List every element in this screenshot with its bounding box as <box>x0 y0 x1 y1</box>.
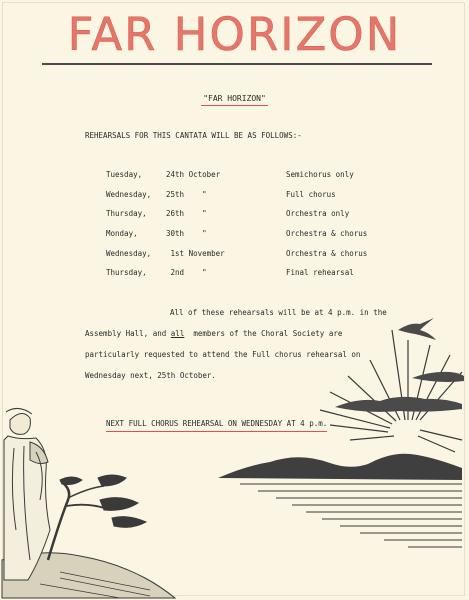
schedule-note: Orchestra & chorus <box>286 248 368 258</box>
schedule-date: 2nd " <box>166 268 207 278</box>
schedule-date: 25th " <box>166 189 207 199</box>
notice-line: particularly requested to attend the Full chorus rehearsal on <box>85 350 361 359</box>
masthead-title: FAR HORIZON <box>67 8 402 61</box>
schedule-date: 1st November <box>166 248 225 258</box>
schedule-date: 26th " <box>166 209 207 219</box>
cantata-title-text: "FAR HORIZON" <box>201 94 268 106</box>
schedule-note: Final rehearsal <box>286 268 354 278</box>
schedule-note: Semichorus only <box>286 170 354 180</box>
schedule-day: Wednesday, <box>106 248 152 258</box>
pine-tree <box>48 475 146 560</box>
notice-text: Assembly Hall, and <box>85 329 171 338</box>
mountain-range <box>218 454 462 480</box>
notice-line: Wednesday next, 25th October. <box>85 371 216 380</box>
notice-text: members of the Choral Society are <box>184 329 343 338</box>
schedule-date: 30th " <box>166 229 207 239</box>
notice-line: All of these rehearsals will be at 4 p.m. in the <box>170 308 387 317</box>
bird-icon <box>398 318 436 340</box>
emphasis-all: all <box>170 329 185 338</box>
schedule-date: 24th October <box>166 170 221 180</box>
schedule-day: Monday, <box>106 229 138 239</box>
water-lines <box>240 484 462 547</box>
schedule-day: Thursday, <box>106 268 147 278</box>
schedule-note: Full chorus <box>286 189 336 199</box>
intro-line: REHEARSALS FOR THIS CANTATA WILL BE AS FOLLOWS:- <box>85 131 302 140</box>
sun-rays <box>320 330 462 452</box>
next-rehearsal-text: NEXT FULL CHORUS REHEARSAL ON WEDNESDAY AT 4 p.m. <box>106 419 327 432</box>
schedule-day: Tuesday, <box>106 170 143 180</box>
schedule-day: Thursday, <box>106 209 147 219</box>
schedule-note: Orchestra & chorus <box>286 229 368 239</box>
schedule-note: Orchestra only <box>286 209 350 219</box>
schedule-day: Wednesday, <box>106 189 152 199</box>
